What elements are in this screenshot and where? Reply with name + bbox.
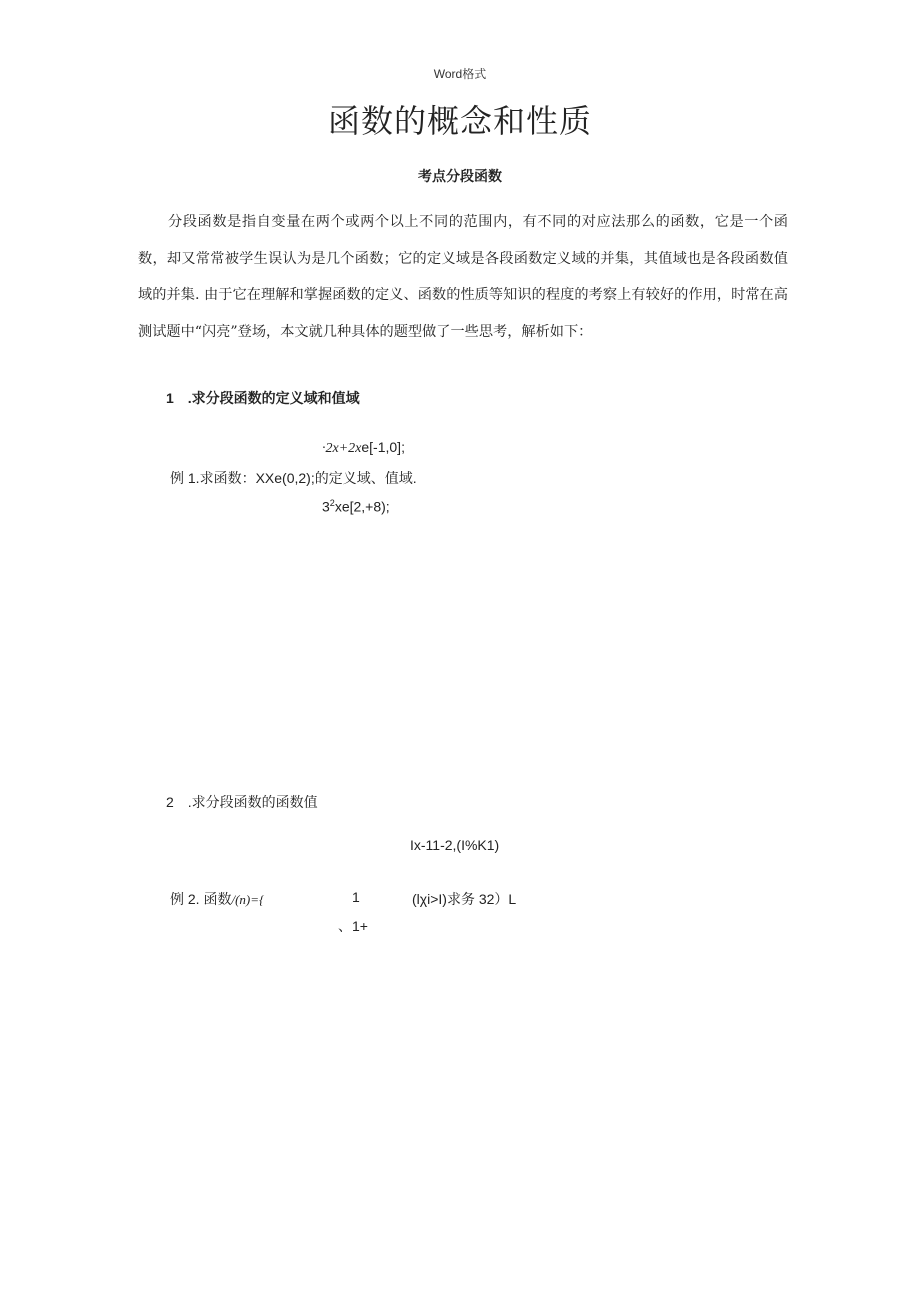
example-2-label: 例 2. 函数	[170, 891, 232, 907]
example-2-statement	[170, 889, 264, 909]
example-2-denominator: 、1+	[338, 918, 368, 934]
intro-paragraph: 分段函数是指自变量在两个或两个以上不同的范围内，有不同的对应法那么的函数，它是一个函数，却又常常被学生误认为是几个函数；它的定义域是各段函数定义域的并集，其值域也是各段函数值域的并集. 由于它在理解和掌握函数的定义、函数的性质等知识的程度的考察上有较好的作用，时常在高测试题中“闪亮”登场，本文就几种具体的题型做了一些思考，解析如下：	[138, 214, 788, 340]
section-2-heading: 2 .求分段函数的函数值	[166, 794, 318, 810]
example-1-piece-3-exponent: 2	[329, 498, 335, 508]
subtitle: 考点分段函数	[418, 169, 502, 185]
document-title: 函数的概念和性质	[327, 102, 592, 140]
example-1-statement	[170, 468, 417, 488]
example-1-piece-2: XXe(0,2);	[255, 470, 315, 486]
example-1-piece-3	[322, 498, 390, 515]
example-1-piece-3-domain: xe[2,+8);	[334, 498, 390, 515]
example-1-piece-3-base: 3	[322, 498, 330, 515]
example-1-label: 例 1.求函数：	[170, 470, 256, 486]
example-2-numerator: 1	[352, 889, 360, 905]
example-1-piece-1	[322, 437, 405, 457]
example-1-question: 的定义域、值域.	[314, 470, 417, 486]
example-2-piece-1: Ix-11-2,(I%K1)	[410, 837, 500, 853]
example-1-piece-1-formula: ·2x+2x	[322, 441, 362, 456]
page-header: Word格式	[433, 67, 487, 81]
example-1-piece-1-domain: e[-1,0];	[361, 439, 405, 455]
example-2-condition: (lχi>I)求务 32）L	[412, 891, 517, 907]
example-2-function: /(n)={	[231, 892, 265, 907]
section-1-heading: 1 .求分段函数的定义域和值域	[166, 390, 360, 406]
